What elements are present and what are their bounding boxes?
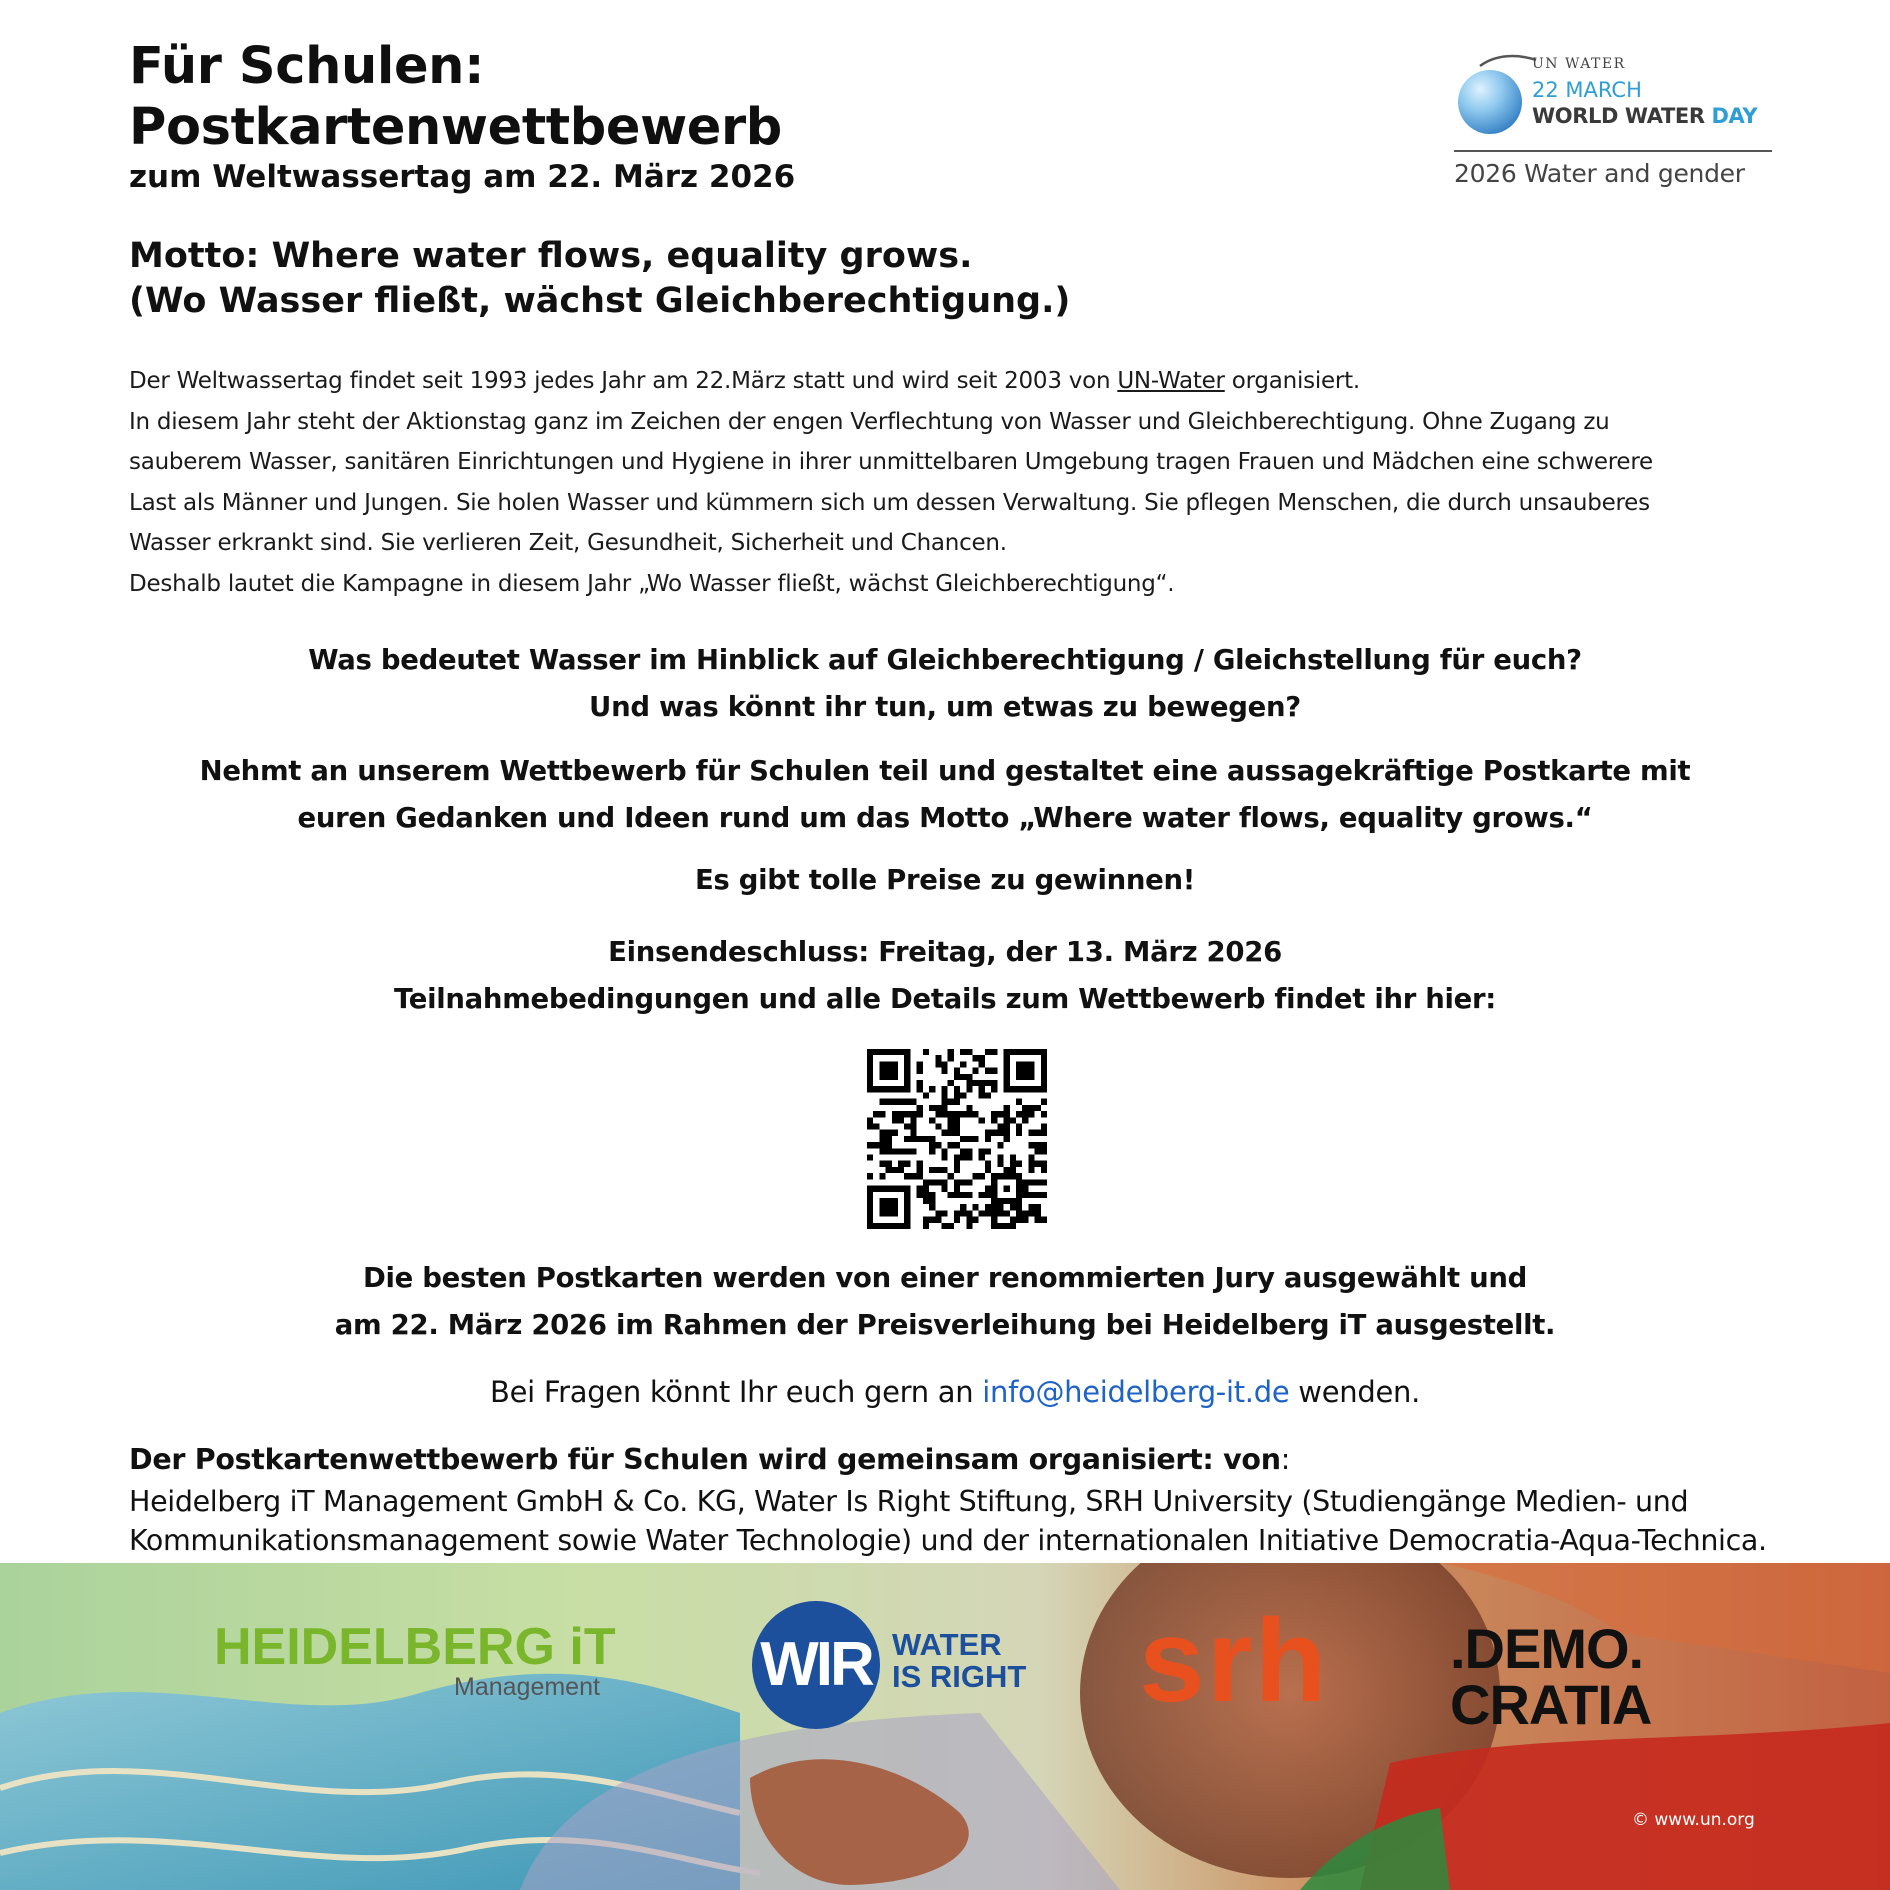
wwd-name-part-1: WORLD WATER [1532,104,1712,128]
intro-text [129,361,1789,604]
deadline-line-1: Einsendeschluss: Freitag, der 13. März 2026 [608,936,1282,968]
heidelberg-it-logo: HEIDELBERG iT [214,1618,616,1676]
wwd-theme: 2026 Water and gender [1454,159,1745,188]
srh-logo: srh [1139,1595,1329,1727]
title-line-1: Für Schulen: [129,37,485,96]
call-line-2: euren Gedanken und Ideen rund um das Motto „Where water flows, equality grows.“ [297,802,1593,834]
page-subtitle: zum Weltwassertag am 22. März 2026 [129,159,796,195]
image-credit: © www.un.org [1632,1810,1755,1830]
prizes [0,857,1890,904]
organizers-heading [129,1443,1290,1476]
deadline [0,929,1890,1023]
organizers-line-2: Kommunikationsmanagement sowie Water Technologie) und der internationalen Initiative Democratia-Aqua-Technica. [129,1524,1767,1557]
call-to-action [0,748,1890,842]
wwd-name-part-2: DAY [1711,104,1758,128]
intro-line: sauberem Wasser, sanitären Einrichtungen und Hygiene in ihrer unmittelbaren Umgebung tragen Frauen und Mädchen eine schwerere [129,449,1653,475]
globe-icon [1458,70,1522,134]
organizers-heading-colon: : [1280,1443,1291,1476]
contact-line [0,1372,1890,1412]
wwd-date: 22 MARCH [1532,78,1642,102]
wwd-divider [1454,150,1772,152]
intro-line-1-end: organisiert. [1224,368,1360,394]
intro-line: In diesem Jahr steht der Aktionstag ganz im Zeichen der engen Verflechtung von Wasser und Gleichberechtigung. Ohne Zugang zu [129,408,1610,435]
intro-line-1-text: Der Weltwassertag findet seit 1993 jedes Jahr am 22.März statt und wird seit 2003 von [129,368,1118,394]
organizers-heading-text: Der Postkartenwettbewerb für Schulen wird gemeinsam organisiert: von [129,1443,1281,1476]
organizers-line-1: Heidelberg iT Management GmbH & Co. KG, Water Is Right Stiftung, SRH University (Studiengänge Medien- und [129,1485,1689,1518]
qr-code[interactable] [867,1049,1047,1229]
un-water-label: UN WATER [1532,56,1626,72]
wir-badge-logo: WIR [752,1601,880,1729]
democratia-line-1: .DEMO. [1450,1617,1644,1680]
contact-text: Bei Fragen könnt Ihr euch gern an [490,1375,974,1409]
question-1: Was bedeutet Wasser im Hinblick auf Gleichberechtigung / Gleichstellung für euch? [308,644,1582,676]
page-title [129,36,782,158]
intro-line: Last als Männer und Jungen. Sie holen Wasser und kümmern sich um dessen Verwaltung. Sie pflegen Menschen, die durch unsauberes [129,489,1650,516]
jury-info [0,1255,1890,1349]
call-line-1: Nehmt an unserem Wettbewerb für Schulen teil und gestaltet eine aussagekräftige Postkarte mit [199,755,1691,787]
heidelberg-it-logo-subtitle: Management [454,1673,600,1701]
intro-line: Wasser erkrankt sind. Sie verlieren Zeit, Gesundheit, Sicherheit und Chancen. [129,530,1007,556]
motto-line-2: (Wo Wasser fließt, wächst Gleichberechtigung.) [129,281,1071,321]
email-link[interactable]: info@heidelberg-it.de [973,1375,1290,1409]
deadline-line-2: Teilnahmebedingungen und alle Details zum Wettbewerb findet ihr hier: [393,983,1496,1015]
world-water-day-logo [1448,52,1778,197]
intro-line [129,361,1789,402]
question-2: Und was könnt ihr tun, um etwas zu bewegen? [589,691,1301,723]
prizes-text: Es gibt tolle Preise zu gewinnen! [694,864,1196,896]
water-is-right-logo-text [892,1629,1026,1693]
motto [129,234,1070,324]
motto-line-1: Motto: Where water flows, equality grows. [129,236,973,276]
wir-line-2: IS RIGHT [892,1659,1027,1694]
wwd-name [1532,104,1757,128]
democratia-logo [1450,1617,1652,1736]
jury-line-2: am 22. März 2026 im Rahmen der Preisverleihung bei Heidelberg iT ausgestellt. [334,1309,1556,1341]
intro-line: Deshalb lautet die Kampagne in diesem Jahr „Wo Wasser fließt, wächst Gleichberechtigung“. [129,570,1175,597]
wir-line-1: WATER [892,1627,1002,1662]
partner-banner [0,1563,1890,1890]
jury-line-1: Die besten Postkarten werden von einer renommierten Jury ausgewählt und [362,1262,1528,1294]
un-water-swoosh-icon [1478,52,1538,68]
title-line-2: Postkartenwettbewerb [129,98,782,157]
democratia-line-2: CRATIA [1450,1673,1652,1736]
questions [0,637,1890,731]
contact-text-end: wenden. [1289,1375,1420,1409]
organizers-list [129,1482,1767,1560]
un-water-link[interactable]: UN-Water [1117,368,1225,394]
